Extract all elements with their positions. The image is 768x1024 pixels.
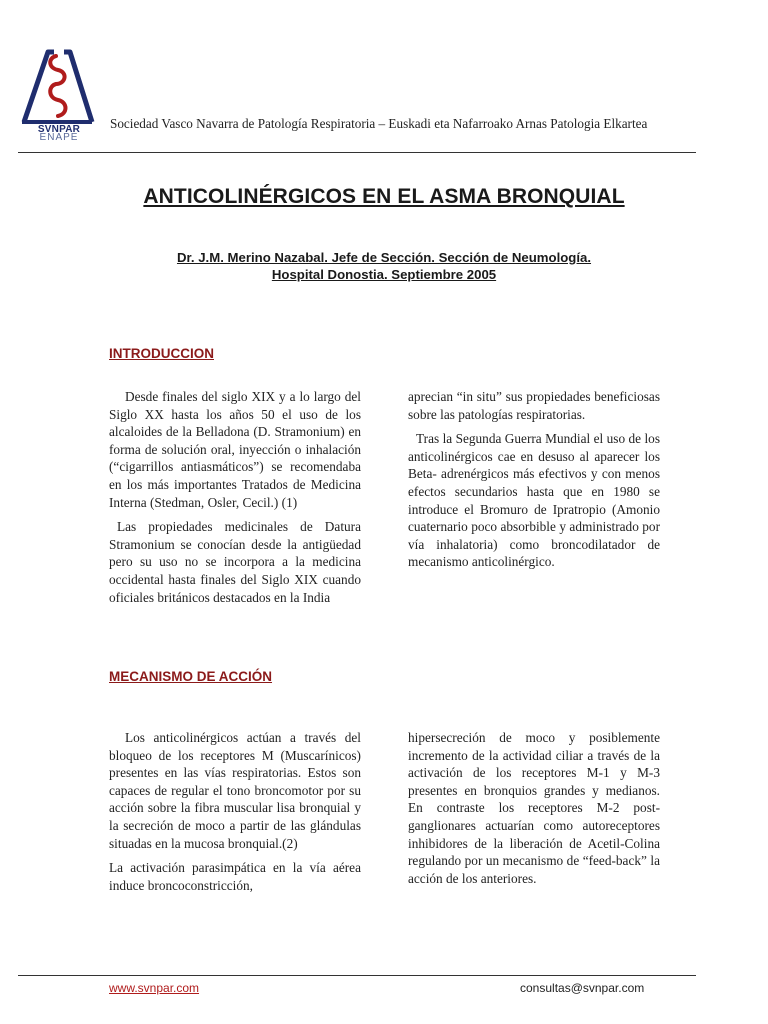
page-title: ANTICOLINÉRGICOS EN EL ASMA BRONQUIAL <box>143 185 625 208</box>
paragraph: Tras la Segunda Guerra Mundial el uso de los anticolinérgicos cae en desuso al aparecer los Beta- adrenérgicos más efectivos y con menos efectos secundarios hasta que en 1980 se introduce el Bromuro de Ipratropio (Amonio cuaternario poco absorbible y administrado por vía inhalatoria) como broncodilatador de mecanismo anticolinérgico. <box>408 431 660 570</box>
paragraph: aprecian “in situ” sus propiedades beneficiosas sobre las patologías respiratorias. <box>408 389 660 422</box>
logo-primary-text: SVNPAR <box>37 124 81 135</box>
contact-email: consultas@svnpar.com <box>520 981 645 995</box>
header-divider <box>18 152 696 153</box>
paragraph: Desde finales del siglo XIX y a lo largo del Siglo XX hasta los años 50 el uso de los alcaloides de la Belladona (D. Stramonium) en forma de solución oral, inyección o inhalación (“cigarrillos antiasmáticos”) se recomendaba en los más importantes Tratados de Medicina Interna (Stedman, Osler, Cecil.) (1) <box>109 389 361 510</box>
footer-divider <box>18 975 696 976</box>
paragraph: Los anticolinérgicos actúan a través del bloqueo de los receptores M (Muscarínicos) presentes en las vías respiratorias. Estos son capaces de regular el tono broncomotor por su acción sobre la fibra muscular lisa bronquial y la secreción de moco a partir de las glándulas situadas en la mucosa bronquial.(2) <box>109 730 361 851</box>
section-heading-introduccion: INTRODUCCION <box>109 346 214 361</box>
website-link[interactable]: www.svnpar.com <box>109 981 200 995</box>
paragraph: hipersecreción de moco y posiblemente incremento de la actividad ciliar a través de la activación de los receptores M-1 y M-3 presentes en bronquios grandes y medianos. En contraste los receptores M-2 post-ganglionares actuarían como autoreceptores inhibidores de la liberación de Acetil-Colina regulando por un mecanismo de “feed-back” la acción de los anteriores. <box>408 730 660 886</box>
intro-left-column <box>109 388 361 613</box>
intro-right-column <box>408 388 660 578</box>
author-line-2: Hospital Donostia. Septiembre 2005 <box>271 267 497 282</box>
mechanism-right-column <box>408 729 660 894</box>
paragraph: Las propiedades medicinales de Datura Stramonium se conocían desde la antigüedad pero su uso no se incorpora a la medicina occidental hasta finales del Siglo XIX cuando oficiales británicos destacados en la India <box>109 519 361 605</box>
section-heading-mecanismo: MECANISMO DE ACCIÓN <box>109 669 273 684</box>
society-name: Sociedad Vasco Navarra de Patología Respiratoria – Euskadi eta Nafarroako Arnas Patologia Elkartea <box>110 116 648 131</box>
author-block <box>0 249 768 283</box>
author-line-1: Dr. J.M. Merino Nazabal. Jefe de Sección. Sección de Neumología. <box>176 250 592 265</box>
logo-secondary-text: ENAPE <box>39 132 79 143</box>
mechanism-left-column <box>109 729 361 901</box>
paragraph: La activación parasimpática en la vía aérea induce broncoconstricción, <box>109 860 361 893</box>
